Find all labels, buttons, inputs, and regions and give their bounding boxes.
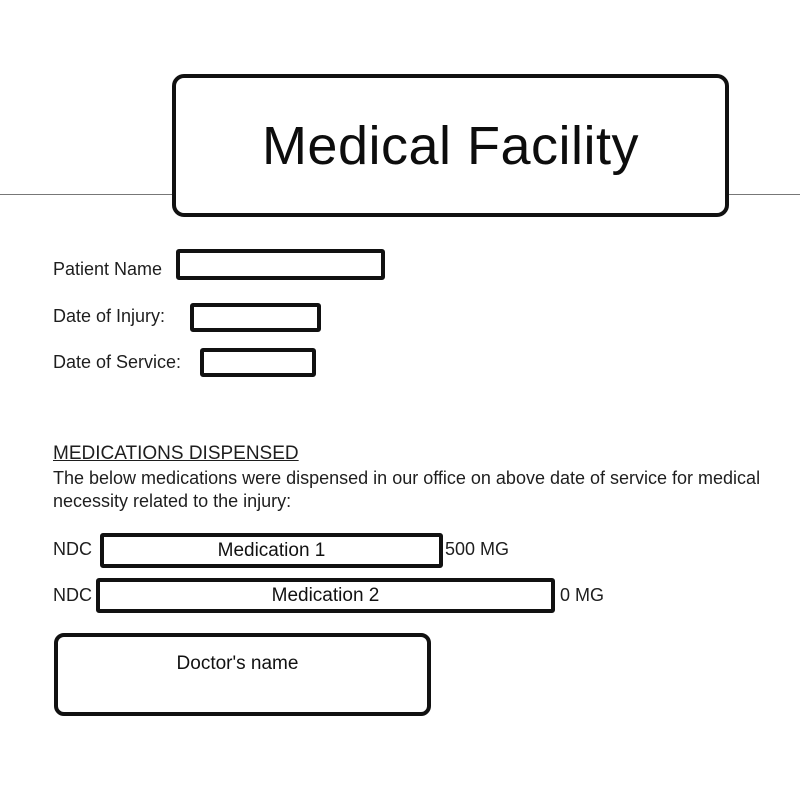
medications-heading: MEDICATIONS DISPENSED <box>53 443 299 464</box>
patient-name-redaction <box>176 249 385 280</box>
medication-2-name: Medication 2 <box>271 584 380 606</box>
medication-1-name: Medication 1 <box>217 539 326 561</box>
medication-2-box <box>96 578 555 613</box>
date-of-injury-redaction <box>190 303 321 332</box>
facility-title: Medical Facility <box>261 115 640 176</box>
date-of-injury-label: Date of Injury: <box>53 306 166 326</box>
doctor-name-label: Doctor's name <box>176 653 299 674</box>
facility-title-box <box>172 74 729 217</box>
medications-description: The below medications were dispensed in our office on above date of service for medical necessity related to the injury: <box>53 468 761 511</box>
date-of-service-redaction <box>200 348 316 377</box>
patient-name-label: Patient Name <box>53 259 163 279</box>
ndc-label-1: NDC <box>53 539 92 559</box>
medication-1-dose: 500 MG <box>445 539 510 559</box>
ndc-label-2: NDC <box>53 585 92 605</box>
date-of-service-label: Date of Service: <box>53 352 182 372</box>
doctor-signature-box <box>54 633 431 716</box>
medication-2-dose: 0 MG <box>560 585 605 605</box>
medication-1-box <box>100 533 443 568</box>
